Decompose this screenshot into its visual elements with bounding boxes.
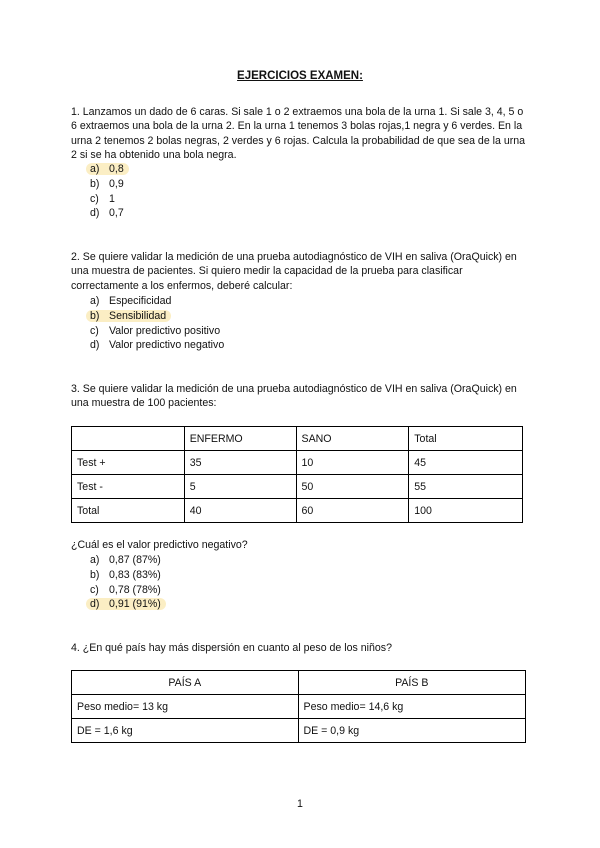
table-header-row: [72, 671, 526, 695]
table-cell: Test -: [72, 475, 185, 499]
option-c[interactable]: [90, 192, 129, 207]
table-cell: 60: [296, 499, 409, 523]
option-text: Valor predictivo positivo: [109, 324, 221, 337]
option-b[interactable]: [90, 568, 166, 583]
page-title: EJERCICIOS EXAMEN:: [237, 70, 363, 82]
option-a[interactable]: [90, 162, 129, 177]
table-cell: Test +: [72, 451, 185, 475]
option-letter: a): [90, 554, 100, 566]
table-cell: 10: [296, 451, 409, 475]
table-row: [72, 695, 526, 719]
table-header-cell: ENFERMO: [184, 427, 296, 451]
option-text: Valor predictivo negativo: [109, 339, 225, 352]
option-letter: c): [90, 583, 99, 596]
table-cell: 40: [184, 499, 296, 523]
question-3-options: [90, 553, 166, 612]
option-text: 0,87 (87%): [109, 554, 161, 566]
table-cell: Total: [72, 499, 185, 523]
question-3-text: 3. Se quiere validar la medición de una prueba autodiagnóstico de VIH en saliva (OraQuick) en una muestra de 100 pacientes:: [71, 383, 517, 410]
table-cell: 100: [409, 499, 523, 523]
option-c[interactable]: [90, 324, 224, 339]
option-a[interactable]: [90, 553, 166, 568]
table-cell: DE = 0,9 kg: [298, 719, 526, 743]
table-header-cell: PAÍS A: [72, 671, 299, 695]
table-row: [72, 451, 523, 475]
option-text: Sensibilidad: [109, 309, 167, 322]
option-letter: d): [90, 598, 100, 611]
page-number: 1: [297, 798, 303, 810]
option-d[interactable]: [90, 338, 224, 353]
option-text: 0,83 (83%): [109, 568, 161, 581]
option-letter: b): [90, 568, 100, 581]
option-letter: c): [90, 324, 99, 337]
option-letter: d): [90, 339, 100, 352]
option-b[interactable]: [90, 309, 224, 324]
table-cell: DE = 1,6 kg: [72, 719, 299, 743]
table-row: [72, 475, 523, 499]
option-letter: b): [90, 177, 100, 190]
table-header-row: [72, 427, 523, 451]
table-cell: 5: [184, 475, 296, 499]
option-a[interactable]: [90, 294, 224, 309]
option-letter: b): [90, 309, 100, 322]
question-2-options: [90, 294, 224, 353]
option-text: 0,78 (78%): [109, 583, 161, 596]
table-cell: 35: [184, 451, 296, 475]
option-text: Especificidad: [109, 295, 172, 307]
contingency-table: [71, 426, 523, 523]
option-text: 0,7: [109, 207, 124, 220]
table-cell: 45: [409, 451, 523, 475]
table-header-cell: Total: [409, 427, 523, 451]
question-1-text: 1. Lanzamos un dado de 6 caras. Si sale 1 o 2 extraemos una bola de la urna 1. Si sale 3, 4, 5 o 6 extraemos una bola de la urna 2. En la urna 1 tenemos 3 bolas rojas,1 negra y 6 verdes. En la urna 2 tenemos 2 bolas negras, 2 verdes y 6 rojas. Calcula la probabilidad de que sea de la urna 2 si se ha obtenido una bola negra.: [71, 106, 526, 162]
table-row: [72, 499, 523, 523]
country-weight-table: [71, 670, 526, 743]
question-4-text: 4. ¿En qué país hay más dispersión en cuanto al peso de los niños?: [71, 642, 392, 654]
option-text: 0,9: [109, 177, 124, 190]
table-row: [72, 719, 526, 743]
option-b[interactable]: [90, 177, 129, 192]
question-1-options: [90, 162, 129, 221]
table-cell: 55: [409, 475, 523, 499]
table-cell: Peso medio= 13 kg: [72, 695, 299, 719]
option-letter: d): [90, 207, 100, 220]
option-letter: c): [90, 192, 99, 205]
table-header-cell: PAÍS B: [298, 671, 526, 695]
option-letter: a): [90, 163, 100, 175]
option-c[interactable]: [90, 583, 166, 598]
table-cell: Peso medio= 14,6 kg: [298, 695, 526, 719]
option-d[interactable]: [90, 206, 129, 221]
option-d[interactable]: [90, 597, 166, 612]
option-text: 0,91 (91%): [109, 598, 161, 611]
question-2-text: 2. Se quiere validar la medición de una prueba autodiagnóstico de VIH en saliva (OraQuick) en una muestra de pacientes. Si quiero medir la capacidad de la prueba para clasificar correctamente a los enfermos, deberé calcular:: [71, 251, 517, 292]
option-text: 1: [109, 192, 115, 205]
table-cell: 50: [296, 475, 409, 499]
table-cell: [72, 427, 185, 451]
question-3-prompt: ¿Cuál es el valor predictivo negativo?: [71, 539, 248, 551]
option-text: 0,8: [109, 163, 124, 175]
option-letter: a): [90, 295, 100, 307]
table-header-cell: SANO: [296, 427, 409, 451]
